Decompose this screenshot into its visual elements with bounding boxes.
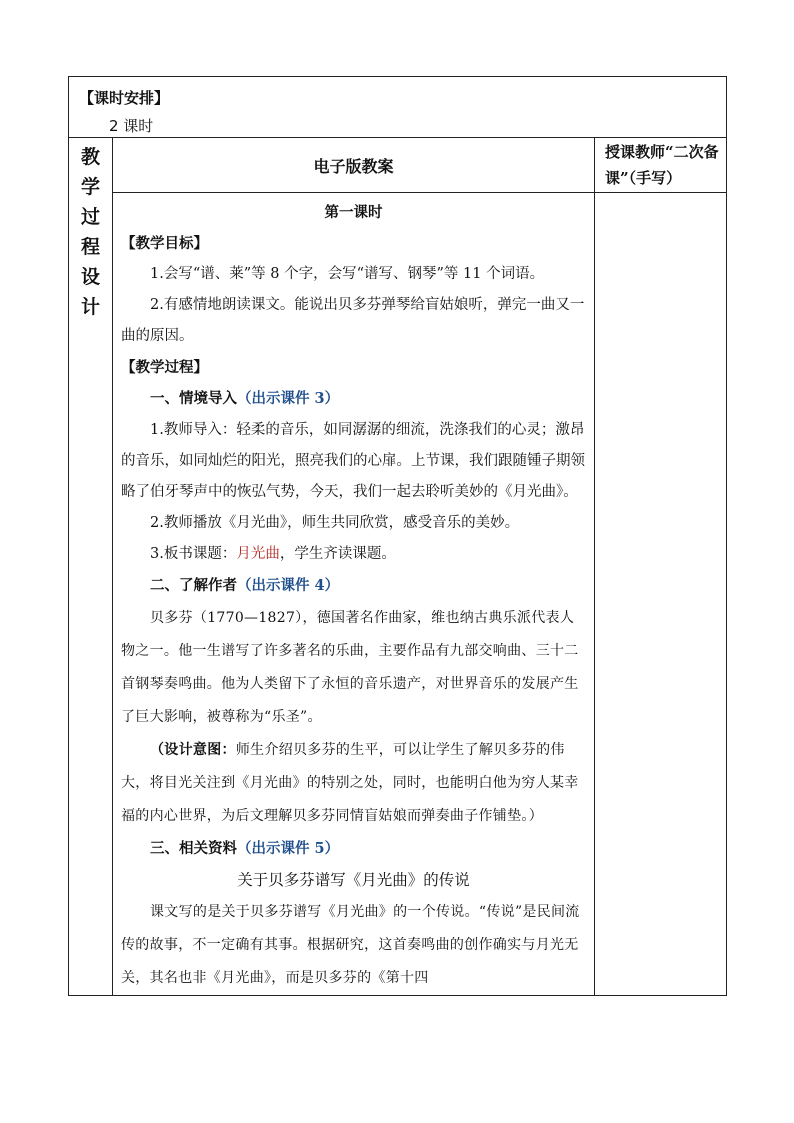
- courseware-ref: （出示课件 4）: [237, 577, 340, 594]
- board-title-rest: ，学生齐读课题。: [279, 546, 396, 562]
- paragraph: [121, 539, 586, 570]
- schedule-value: 2 课时: [109, 117, 154, 135]
- design-intent-label: （设计意图：: [150, 742, 236, 758]
- lesson-content: [113, 193, 594, 995]
- goal-item: 1.会写“谱、莱”等 8 个字，会写“谱写、钢琴”等 11 个词语。: [150, 266, 545, 282]
- section-3-heading: [121, 833, 586, 865]
- side-label: 教学过程设计: [80, 146, 100, 318]
- lesson-content-cell: [113, 193, 595, 996]
- section-1-heading: [121, 383, 586, 415]
- board-title-label: 3.板书课题：: [150, 546, 237, 562]
- board-title: 月光曲: [236, 546, 280, 562]
- goals-heading: 【教学目标】: [121, 235, 208, 252]
- courseware-ref: （出示课件 5）: [237, 840, 340, 857]
- legend-title: 关于贝多芬谱写《月光曲》的传说: [237, 871, 470, 889]
- author-paragraph: 贝多芬（1770—1827），德国著名作曲家，维也纳古典乐派代表人物之一。他一生谱写了许多著名的乐曲，主要作品有九部交响曲、三十二首钢琴奏鸣曲。他为人类留下了永恒的音乐遗产，对世界音乐的发展产生了巨大影响，被尊称为“乐圣”。: [121, 610, 579, 725]
- lesson-title: 第一课时: [324, 204, 383, 221]
- design-intent: [121, 734, 586, 833]
- right-header: 授课教师“二次备课”（手写）: [595, 138, 727, 193]
- process-heading: 【教学过程】: [121, 359, 208, 376]
- section-title: 一、情境导入: [150, 390, 237, 407]
- main-header: 电子版教案: [113, 138, 595, 193]
- side-label-cell: [69, 138, 113, 996]
- courseware-ref: （出示课件 3）: [237, 390, 340, 407]
- paragraph: 2.教师播放《月光曲》，师生共同欣赏，感受音乐的美妙。: [150, 515, 520, 531]
- lesson-plan-table: [68, 76, 727, 996]
- paragraph: 1.教师导入：轻柔的音乐，如同潺潺的细流，洗涤我们的心灵；激昂的音乐，如同灿烂的阳光，照亮我们的心扉。上节课，我们跟随锺子期领略了伯牙琴声中的恢弘气势，今天，我们一起去聆听美妙的《月光曲》。: [121, 422, 585, 500]
- section-title: 二、了解作者: [150, 577, 237, 594]
- design-intent-text: 师生介绍贝多芬的生平，可以让学生了解贝多芬的伟大，将目光关注到《月光曲》的特别之处，同时，也能明白他为穷人某幸福的内心世界，为后文理解贝多芬同情盲姑娘而弹奏曲子作铺垫。）: [121, 742, 579, 824]
- section-2-heading: [121, 570, 586, 602]
- schedule-cell: [69, 77, 727, 138]
- lesson-plan-document: [68, 76, 726, 996]
- schedule-heading: 【课时安排】: [79, 89, 170, 107]
- handwritten-notes-cell: [595, 193, 727, 996]
- legend-paragraph: 课文写的是关于贝多芬谱写《月光曲》的一个传说。“传说”是民间流传的故事，不一定确有其事。根据研究，这首奏鸣曲的创作确实与月光无关，其名也非《月光曲》，而是贝多芬的《第十四: [121, 904, 580, 986]
- section-title: 三、相关资料: [150, 840, 237, 857]
- goal-item: 2.有感情地朗读课文。能说出贝多芬弹琴给盲姑娘听，弹完一曲又一曲的原因。: [121, 297, 585, 344]
